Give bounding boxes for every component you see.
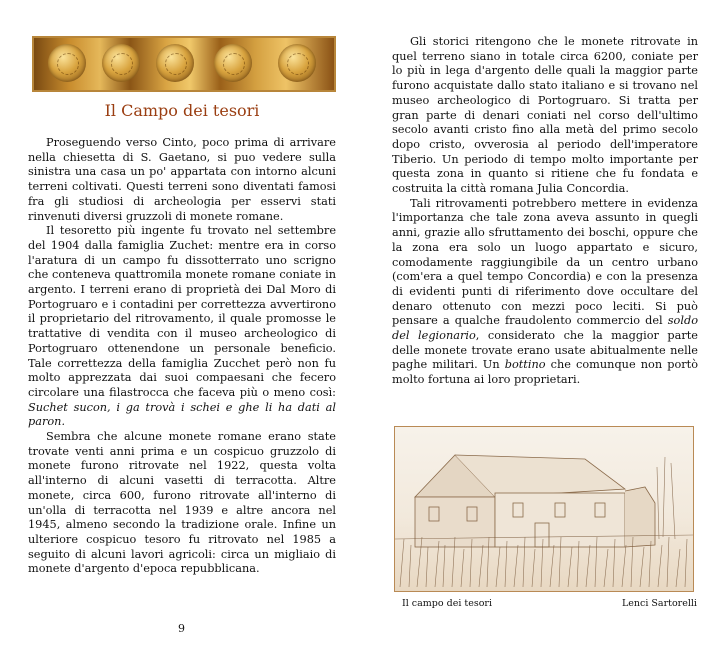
paragraph: [28, 224, 336, 430]
text-run: Sembra che alcune monete romane erano state trovate venti anni prima e un cospicuo gruzzolo di monete furono ritrovate nel 1922, questa volta all'interno di alcuni vasetti di terracotta. Altre monete, circa 600, furono ritrovate all'interno di un'olla di terracotta nel 1939 e altre ancora nel 1945, almeno secondo la tradizione orale. Infine un ulteriore cospicuo tesoro fu ritrovato nel 1985 a seguito di alcuni lavori agricoli: circa un migliaio di monete d'argento d'epoca repubblicana.: [28, 430, 336, 576]
text-run: Tali ritrovamenti potrebbero mettere in evidenza l'importanza che tale zona aveva assunto in quegli anni, grazie allo sfruttamento dei boschi, oppure che la zona era solo un luogo appartato e sicuro, comodamente raggiungibile da un centro urbano (com'era a quel tempo Concordia) e con la presenza di evidenti punti di riferimento dove occultare del denaro ottenuto con mezzi poco leciti. Si può pensare a qualche fraudolento commercio del: [392, 196, 698, 328]
page-number: 9: [178, 622, 185, 635]
paragraph: [392, 35, 698, 197]
text-run: Gli storici ritengono che le monete ritrovate in quel terreno siano in totale circa 6200, coniate per lo più in lega d'argento delle quali la maggior parte furono acquistate dallo stato italiano e si trovano nel museo archeologico di Portogruaro. Si tratta per gran parte di denari coniati nel corso dell'ultimo secolo avanti cristo fino alla metà del primo secolo dopo cristo, ovverosia al periodo dell'imperatore Tiberio. Un periodo di tempo molto importante per questa zona in quanto si ritiene che fu fondata e costruita la città romana Julia Concordia.: [392, 35, 698, 196]
coin-image: [48, 44, 86, 82]
italic-text: bottino: [504, 358, 546, 372]
italic-text: soldo del legionario: [392, 314, 698, 343]
italic-text: Suchet sucon, i ga trovà i schei e ghe li ha dati al paron.: [28, 400, 336, 429]
coin-image: [156, 44, 194, 82]
paragraph: [28, 136, 336, 224]
left-body-text: [28, 136, 336, 577]
text-run: Proseguendo verso Cinto, poco prima di arrivare nella chiesetta di S. Gaetano, si puo vedere sulla sinistra una casa un po' appartata con intorno alcuni terreni coltivati. Questi terreni sono diventati famosi fra gli studiosi di archeologia per esservi stati rinvenuti diversi gruzzoli di monete romane.: [28, 136, 336, 223]
roman-coins-banner-image: [32, 36, 336, 92]
text-run: Il tesoretto più ingente fu trovato nel settembre del 1904 dalla famiglia Zuchet: mentre era in corso l'aratura di un campo fu dissotterrato uno scrigno che conteneva quattromila monete romane coniate in argento. I terreni erano di proprietà dei Dal Moro di Portogruaro e i contadini per correttezza avvertirono il proprietario del ritrovamento, il quale promosse le trattative di vendita con il museo archeologico di Portogruaro ottenendone un personale beneficio. Tale correttezza della famiglia Zucchet però non fu molto apprezzata dai suoi compaesani che fecero circolare una filastrocca che faceva più o meno così:: [28, 224, 336, 399]
figure-caption: Il campo dei tesori: [402, 598, 492, 609]
coin-image: [102, 44, 140, 82]
coin-image: [278, 44, 316, 82]
text-run: , considerato che la maggior parte delle monete trovate erano usate abitualmente nelle paghe militari. Un: [392, 329, 698, 372]
chapter-title: Il Campo dei tesori: [104, 101, 260, 120]
right-body-text: [392, 35, 698, 388]
text-run: che comunque non portò molto fortuna ai loro proprietari.: [392, 358, 698, 387]
paragraph: [28, 430, 336, 577]
paragraph: [392, 197, 698, 388]
figure-credit: Lenci Sartorelli: [622, 598, 697, 609]
coin-image: [214, 44, 252, 82]
farmhouse-sketch-image: [394, 426, 694, 592]
sketch-drawing: [395, 427, 693, 591]
